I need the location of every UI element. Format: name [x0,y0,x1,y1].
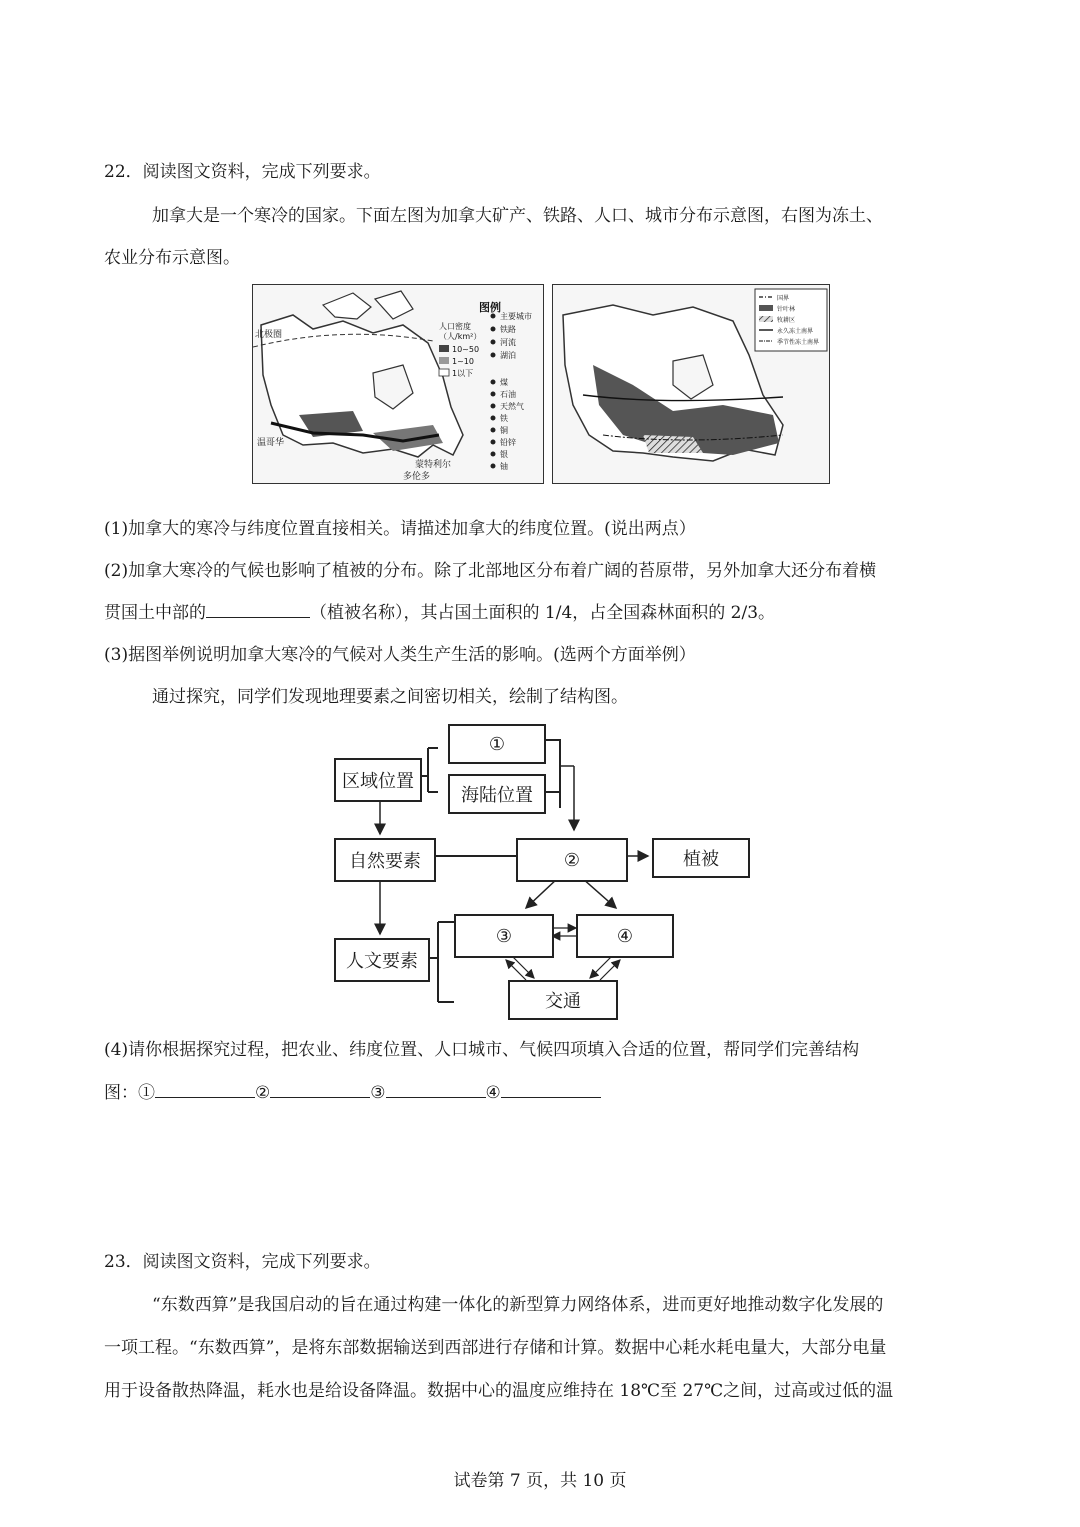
legend-symbol [491,428,496,433]
legend-density-title: 人口密度 [439,322,471,331]
legend-item-list [491,311,533,471]
q22-explore: 通过探究，同学们发现地理要素之间密切相关，绘制了结构图。 [152,687,628,707]
legend-item-label: 天然气 [500,402,524,411]
box-3: ③ [454,914,554,958]
legend-item-label: 铀 [500,462,508,471]
q22-intro-line2: 农业分布示意图。 [104,248,240,268]
montreal-label: 蒙特利尔 [415,460,452,470]
answer-blank-2[interactable] [270,1079,370,1098]
q23-line3: 用于设备散热降温，耗水也是给设备降温。数据中心的温度应维持在 18℃至 27℃之间，过高或过低的温 [104,1381,894,1401]
legend-symbol [491,440,496,445]
legend-symbol [491,452,496,457]
q22-sub3: (3)据图举例说明加拿大寒冷的气候对人类生产生活的影响。(选两个方面举例） [104,645,696,665]
canada-permafrost-map [552,284,830,484]
canada-maps-figure [252,284,832,484]
sea-land-position-box: 海陆位置 [448,774,546,814]
density-item-3: 1以下 [452,369,474,378]
answer-blank-4[interactable] [501,1079,601,1098]
toronto-label: 多伦多 [403,472,431,482]
q23-heading: 23．阅读图文资料，完成下列要求。 [104,1252,381,1272]
q22-sub2-line1: (2)加拿大寒冷的气候也影响了植被的分布。除了北部地区分布着广阔的苔原带，另外加拿大还分布着横 [104,561,877,581]
legend-symbol [491,353,496,358]
right-legend-item-label: 牧耕区 [777,317,796,324]
right-legend-item-label: 永久冻土南界 [777,328,814,335]
legend-item-label: 石油 [500,390,516,399]
legend-symbol [491,314,496,319]
legend-item-label: 主要城市 [500,312,532,321]
page-footer: 试卷第 7 页，共 10 页 [453,1471,627,1491]
legend-item-label: 煤 [500,378,508,387]
vancouver-label: 温哥华 [257,438,285,448]
canada-permafrost-map-drawing [553,285,829,483]
q23-line1: “东数西算”是我国启动的旨在通过构建一体化的新型算力网络体系，进而更好地推动数字化发展的 [152,1295,884,1315]
legend-symbol [491,392,496,397]
q22-sub2-line2 [104,598,775,623]
q22-sub1: (1)加拿大的寒冷与纬度位置直接相关。请描述加拿大的纬度位置。(说出两点） [104,519,696,539]
box-2: ② [516,838,628,882]
legend-density-unit: （人/km²） [439,332,482,341]
natural-elements-box: 自然要素 [334,838,436,882]
q22-sub4-prefix: 图： [104,1083,138,1103]
transport-box: 交通 [508,980,618,1020]
answer-blank-1[interactable] [155,1079,255,1098]
q22-sub2-line2-prefix: 贯国土中部的 [104,603,206,623]
legend-symbol [491,416,496,421]
box-4: ④ [576,914,674,958]
density-item-1: 10~50 [452,345,480,354]
density-item-2: 1~10 [452,357,474,366]
right-legend-item-label: 季节性冻土南界 [777,339,820,346]
fill-mark-4: ④ [485,1083,501,1103]
legend-symbol [491,340,496,345]
vegetation-answer-blank[interactable] [206,599,310,618]
region-position-box: 区域位置 [334,758,422,802]
fill-mark-3: ③ [370,1083,386,1103]
legend-symbol [491,327,496,332]
legend-item-label: 河流 [500,338,516,347]
box-1: ① [448,724,546,764]
legend-item-label: 银 [500,450,508,459]
q22-intro-line1: 加拿大是一个寒冷的国家。下面左图为加拿大矿产、铁路、人口、城市分布示意图，右图为冻土、 [152,206,883,226]
q23-line2: 一项工程。“东数西算”，是将东部数据输送到西部进行存储和计算。数据中心耗水耗电量大，大部分电量 [104,1338,887,1358]
legend-item-label: 铅锌 [500,438,516,447]
fill-mark-2: ② [255,1083,271,1103]
structure-diagram [330,718,760,1022]
legend-title: 图例 [479,301,501,314]
q22-sub4-line1: (4)请你根据探究过程，把农业、纬度位置、人口城市、气候四项填入合适的位置，帮同学们完善结构 [104,1040,860,1060]
right-legend-item-label: 针叶林 [777,306,796,313]
answer-blank-3[interactable] [386,1079,486,1098]
legend-symbol [491,380,496,385]
q22-sub4-line2 [104,1078,601,1103]
canada-minerals-map [252,284,544,484]
human-elements-box: 人文要素 [334,938,430,982]
legend-item-label: 铜 [500,426,508,435]
canada-minerals-map-drawing [253,285,543,483]
q22-heading: 22．阅读图文资料，完成下列要求。 [104,162,381,182]
arctic-circle-label: 北极圈 [255,330,283,340]
legend-item-label: 湖泊 [500,351,516,360]
fill-mark-1: ① [138,1083,155,1103]
legend-symbol [491,464,496,469]
right-legend-item-label: 国界 [777,295,790,302]
legend-symbol [491,404,496,409]
q22-sub2-line2-suffix: （植被名称），其占国土面积的 1/4，占全国森林面积的 2/3。 [310,603,776,623]
vegetation-box: 植被 [652,838,750,878]
legend-item-label: 铁路 [500,325,516,334]
legend-item-label: 铁 [500,414,508,423]
